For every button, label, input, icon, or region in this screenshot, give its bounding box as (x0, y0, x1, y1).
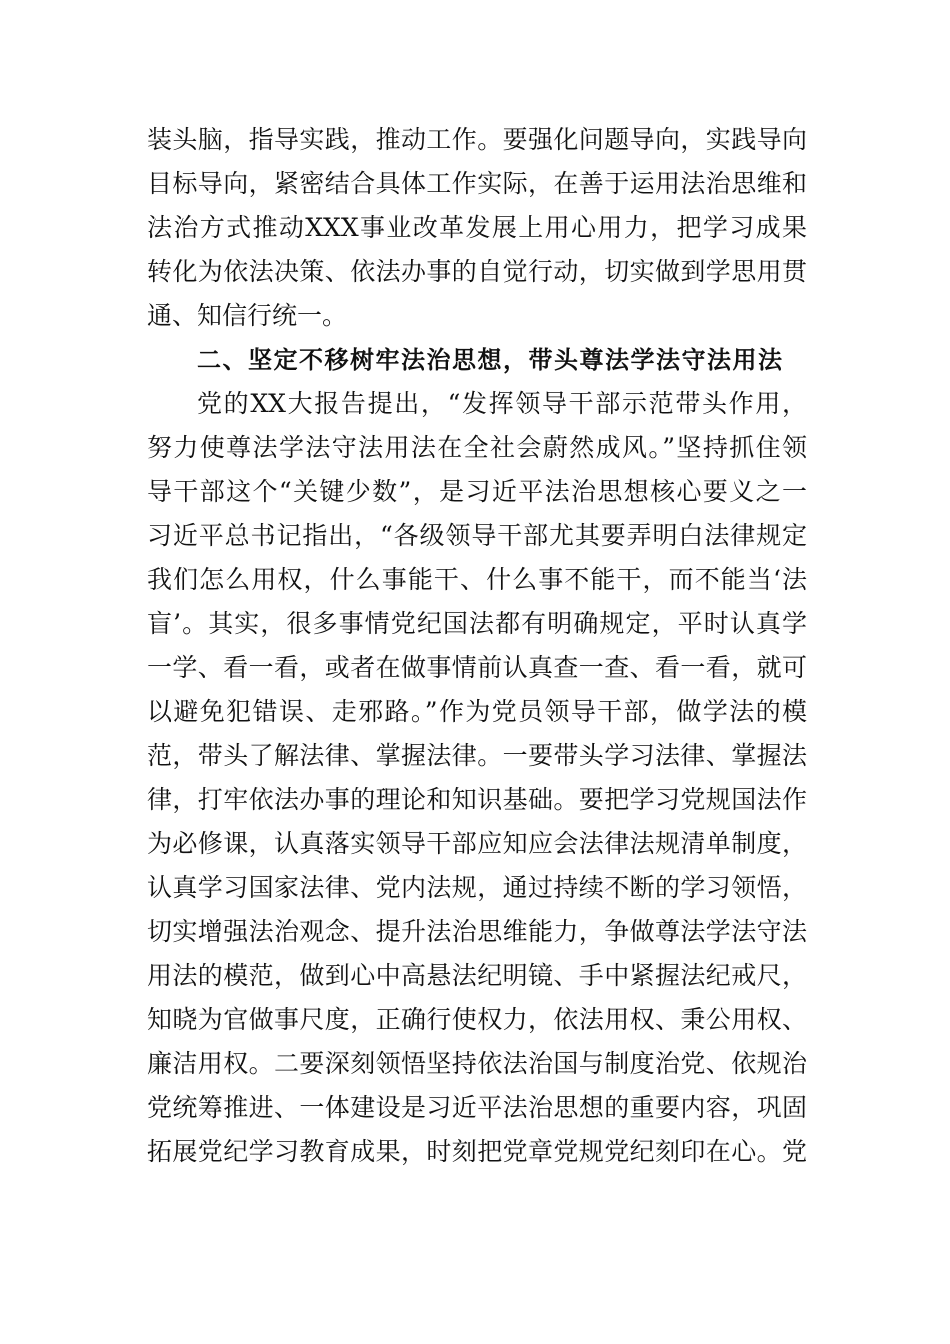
paragraph-2-line-3: 导干部这个“关键少数”，是习近平法治思想核心要义之一 (147, 477, 807, 506)
paragraph-2-line-17: 党统筹推进、一体建设是习近平法治思想的重要内容，巩固 (147, 1093, 807, 1122)
paragraph-2-line-10: 律，打牢依法办事的理论和知识基础。要把学习党规国法作 (147, 785, 807, 814)
paragraph-2-line-4: 习近平总书记指出，“各级领导干部尤其要弄明白法律规定 (147, 521, 807, 550)
paragraph-2-line-12: 认真学习国家法律、党内法规，通过持续不断的学习领悟， (147, 873, 807, 902)
paragraph-1-line-3: 法治方式推动XXX事业改革发展上用心用力，把学习成果 (147, 213, 807, 242)
paragraph-1-line-2: 目标导向，紧密结合具体工作实际，在善于运用法治思维和 (147, 169, 807, 198)
paragraph-2-line-5: 我们怎么用权，什么事能干、什么事不能干，而不能当‘法 (147, 565, 807, 594)
paragraph-2-line-7: 一学、看一看，或者在做事情前认真查一查、看一看，就可 (147, 653, 807, 682)
paragraph-2-line-11: 为必修课，认真落实领导干部应知应会法律法规清单制度， (147, 829, 807, 858)
paragraph-1-line-1: 装头脑，指导实践，推动工作。要强化问题导向，实践导向 (147, 125, 807, 154)
paragraph-2-line-16: 廉洁用权。二要深刻领悟坚持依法治国与制度治党、依规治 (147, 1049, 807, 1078)
paragraph-2-line-9: 范，带头了解法律、掌握法律。一要带头学习法律、掌握法 (147, 741, 807, 770)
section-heading-2: 二、坚定不移树牢法治思想，带头尊法学法守法用法 (197, 346, 782, 374)
paragraph-2-line-18: 拓展党纪学习教育成果，时刻把党章党规党纪刻印在心。党 (147, 1137, 807, 1166)
paragraph-2-line-6: 盲’。其实，很多事情党纪国法都有明确规定，平时认真学 (147, 609, 807, 638)
paragraph-1-line-5: 通、知信行统一。 (147, 301, 348, 330)
paragraph-2-line-1: 党的XX大报告提出，“发挥领导干部示范带头作用， (197, 389, 807, 418)
paragraph-2-line-2: 努力使尊法学法守法用法在全社会蔚然成风。”坚持抓住领 (147, 433, 807, 462)
paragraph-2-line-8: 以避免犯错误、走邪路。”作为党员领导干部，做学法的模 (147, 697, 807, 726)
paragraph-2-line-14: 用法的模范，做到心中高悬法纪明镜、手中紧握法纪戒尺， (147, 961, 807, 990)
paragraph-2-line-15: 知晓为官做事尺度，正确行使权力，依法用权、秉公用权、 (147, 1005, 807, 1034)
paragraph-2-line-13: 切实增强法治观念、提升法治思维能力，争做尊法学法守法 (147, 917, 807, 946)
paragraph-1-line-4: 转化为依法决策、依法办事的自觉行动，切实做到学思用贯 (147, 257, 807, 286)
